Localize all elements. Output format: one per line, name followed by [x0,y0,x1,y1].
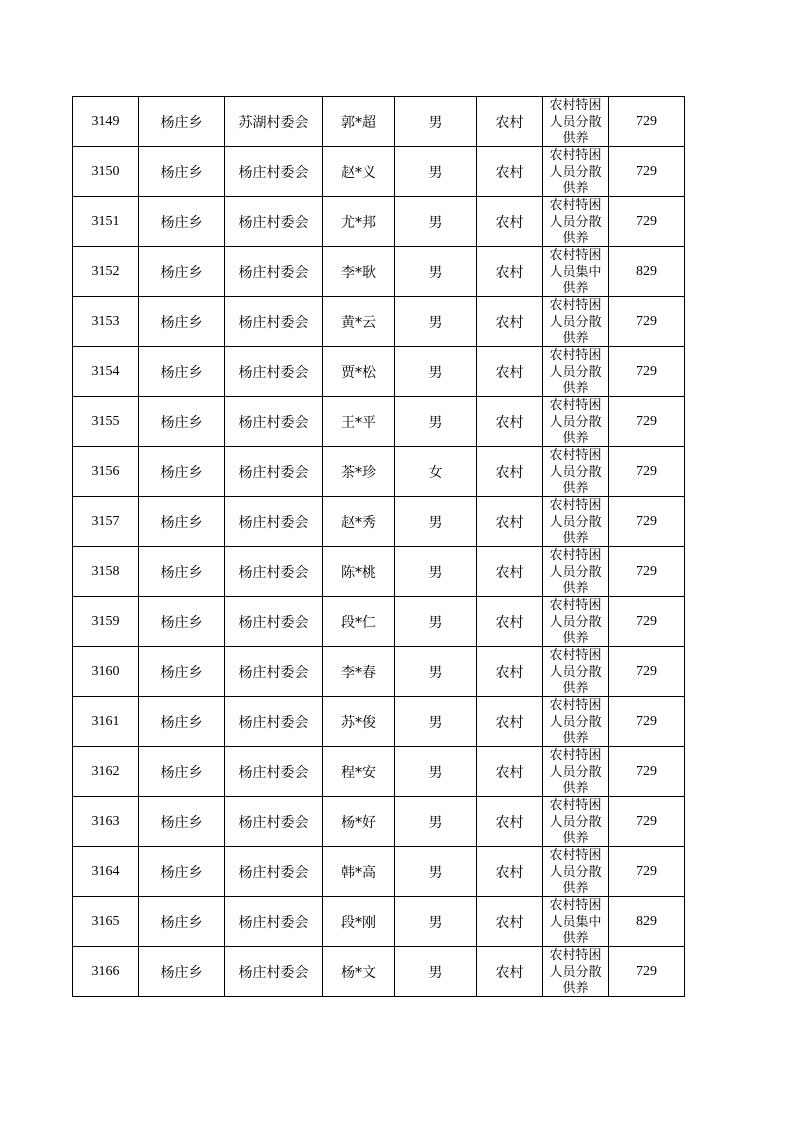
cell-person-name: 段*仁 [323,597,395,647]
support-category-text [543,498,608,545]
support-category-text [543,98,608,145]
table-row [73,147,685,197]
support-category-text [543,898,608,945]
support-category-line: 人员分散 [549,114,602,130]
table-row [73,597,685,647]
cell-township: 杨庄乡 [139,197,225,247]
cell-residence-type: 农村 [477,797,543,847]
support-category-line: 农村特困 [549,948,602,963]
cell-support-category [543,97,609,147]
cell-village-committee: 杨庄村委会 [225,147,323,197]
cell-residence-type: 农村 [477,97,543,147]
cell-amount: 729 [609,297,685,347]
table-row [73,897,685,947]
table-row [73,497,685,547]
cell-township: 杨庄乡 [139,97,225,147]
cell-gender: 男 [395,97,477,147]
cell-support-category [543,797,609,847]
cell-gender: 男 [395,247,477,297]
support-category-line: 人员分散 [549,714,602,730]
support-category-line: 供养 [562,631,589,645]
support-category-line: 农村特困 [549,898,602,913]
cell-amount: 729 [609,497,685,547]
support-category-line: 人员分散 [549,614,602,630]
cell-gender: 男 [395,347,477,397]
support-category-line: 农村特困 [549,248,602,263]
support-category-line: 农村特困 [549,498,602,513]
cell-village-committee: 杨庄村委会 [225,797,323,847]
support-category-text [543,698,608,745]
cell-support-category [543,647,609,697]
cell-amount: 729 [609,97,685,147]
cell-support-category [543,147,609,197]
cell-person-name: 李*耿 [323,247,395,297]
support-category-line: 供养 [562,981,589,995]
cell-residence-type: 农村 [477,697,543,747]
cell-serial-number: 3158 [73,547,139,597]
table-row [73,547,685,597]
cell-township: 杨庄乡 [139,947,225,997]
support-category-line: 供养 [562,531,589,545]
support-category-text [543,298,608,345]
cell-serial-number: 3164 [73,847,139,897]
cell-township: 杨庄乡 [139,497,225,547]
cell-gender: 男 [395,597,477,647]
beneficiary-table [72,96,685,997]
support-category-line: 供养 [562,181,589,195]
cell-village-committee: 杨庄村委会 [225,497,323,547]
support-category-text [543,798,608,845]
cell-amount: 729 [609,797,685,847]
cell-residence-type: 农村 [477,197,543,247]
cell-person-name: 黄*云 [323,297,395,347]
cell-person-name: 赵*义 [323,147,395,197]
cell-residence-type: 农村 [477,747,543,797]
cell-residence-type: 农村 [477,447,543,497]
cell-residence-type: 农村 [477,247,543,297]
cell-amount: 729 [609,147,685,197]
cell-village-committee: 杨庄村委会 [225,197,323,247]
cell-support-category [543,447,609,497]
support-category-line: 供养 [562,331,589,345]
support-category-text [543,548,608,595]
cell-gender: 男 [395,647,477,697]
table-row [73,247,685,297]
support-category-line: 供养 [562,131,589,145]
support-category-line: 农村特困 [549,848,602,863]
table-row [73,97,685,147]
support-category-line: 人员分散 [549,314,602,330]
cell-township: 杨庄乡 [139,847,225,897]
support-category-line: 供养 [562,281,589,295]
table-row [73,197,685,247]
support-category-line: 人员分散 [549,664,602,680]
table-row [73,847,685,897]
support-category-line: 农村特困 [549,798,602,813]
cell-support-category [543,947,609,997]
support-category-line: 农村特困 [549,698,602,713]
cell-residence-type: 农村 [477,947,543,997]
support-category-line: 农村特困 [549,348,602,363]
cell-person-name: 段*刚 [323,897,395,947]
cell-gender: 男 [395,947,477,997]
cell-support-category [543,547,609,597]
cell-person-name: 苏*俊 [323,697,395,747]
cell-township: 杨庄乡 [139,247,225,297]
support-category-line: 人员分散 [549,214,602,230]
cell-serial-number: 3165 [73,897,139,947]
support-category-line: 农村特困 [549,548,602,563]
support-category-line: 农村特困 [549,298,602,313]
cell-residence-type: 农村 [477,597,543,647]
cell-support-category [543,747,609,797]
cell-support-category [543,347,609,397]
cell-serial-number: 3154 [73,347,139,397]
table-row [73,297,685,347]
cell-person-name: 王*平 [323,397,395,447]
support-category-text [543,748,608,795]
support-category-text [543,648,608,695]
support-category-line: 农村特困 [549,398,602,413]
support-category-line: 人员分散 [549,814,602,830]
cell-residence-type: 农村 [477,497,543,547]
cell-amount: 729 [609,597,685,647]
cell-township: 杨庄乡 [139,297,225,347]
support-category-line: 农村特困 [549,448,602,463]
table-row [73,647,685,697]
support-category-line: 人员集中 [549,914,602,930]
support-category-line: 人员分散 [549,564,602,580]
table-row [73,747,685,797]
support-category-text [543,448,608,495]
support-category-line: 人员分散 [549,764,602,780]
support-category-text [543,598,608,645]
table-row [73,697,685,747]
cell-residence-type: 农村 [477,547,543,597]
cell-township: 杨庄乡 [139,897,225,947]
cell-serial-number: 3161 [73,697,139,747]
cell-township: 杨庄乡 [139,147,225,197]
cell-support-category [543,247,609,297]
cell-village-committee: 杨庄村委会 [225,697,323,747]
support-category-line: 农村特困 [549,648,602,663]
support-category-text [543,948,608,995]
cell-village-committee: 杨庄村委会 [225,647,323,697]
support-category-line: 供养 [562,931,589,945]
support-category-line: 人员分散 [549,464,602,480]
support-category-line: 供养 [562,781,589,795]
support-category-line: 供养 [562,881,589,895]
cell-person-name: 贾*松 [323,347,395,397]
cell-gender: 女 [395,447,477,497]
cell-serial-number: 3153 [73,297,139,347]
cell-serial-number: 3152 [73,247,139,297]
cell-township: 杨庄乡 [139,797,225,847]
cell-village-committee: 杨庄村委会 [225,297,323,347]
support-category-line: 农村特困 [549,148,602,163]
support-category-line: 供养 [562,381,589,395]
support-category-line: 供养 [562,481,589,495]
cell-serial-number: 3163 [73,797,139,847]
support-category-line: 人员分散 [549,364,602,380]
support-category-line: 供养 [562,831,589,845]
cell-person-name: 韩*高 [323,847,395,897]
support-category-text [543,248,608,295]
table-row [73,347,685,397]
cell-amount: 829 [609,247,685,297]
cell-support-category [543,297,609,347]
cell-person-name: 杨*文 [323,947,395,997]
cell-gender: 男 [395,497,477,547]
support-category-line: 人员分散 [549,414,602,430]
cell-amount: 729 [609,947,685,997]
table-row [73,947,685,997]
cell-support-category [543,397,609,447]
cell-gender: 男 [395,147,477,197]
cell-person-name: 赵*秀 [323,497,395,547]
cell-village-committee: 杨庄村委会 [225,747,323,797]
cell-amount: 729 [609,747,685,797]
cell-support-category [543,497,609,547]
cell-gender: 男 [395,897,477,947]
cell-amount: 829 [609,897,685,947]
cell-support-category [543,597,609,647]
cell-serial-number: 3166 [73,947,139,997]
cell-gender: 男 [395,747,477,797]
cell-person-name: 陈*桃 [323,547,395,597]
cell-person-name: 郭*超 [323,97,395,147]
cell-residence-type: 农村 [477,897,543,947]
cell-residence-type: 农村 [477,297,543,347]
cell-township: 杨庄乡 [139,597,225,647]
support-category-line: 人员分散 [549,514,602,530]
cell-serial-number: 3157 [73,497,139,547]
support-category-line: 农村特困 [549,748,602,763]
cell-serial-number: 3151 [73,197,139,247]
cell-person-name: 尤*邦 [323,197,395,247]
support-category-line: 农村特困 [549,198,602,213]
cell-serial-number: 3156 [73,447,139,497]
cell-support-category [543,197,609,247]
cell-gender: 男 [395,297,477,347]
cell-gender: 男 [395,797,477,847]
support-category-line: 人员分散 [549,864,602,880]
cell-township: 杨庄乡 [139,747,225,797]
support-category-line: 人员分散 [549,964,602,980]
cell-residence-type: 农村 [477,397,543,447]
cell-serial-number: 3150 [73,147,139,197]
cell-serial-number: 3162 [73,747,139,797]
support-category-line: 供养 [562,231,589,245]
cell-village-committee: 杨庄村委会 [225,897,323,947]
cell-village-committee: 苏湖村委会 [225,97,323,147]
cell-village-committee: 杨庄村委会 [225,547,323,597]
cell-serial-number: 3160 [73,647,139,697]
cell-residence-type: 农村 [477,347,543,397]
cell-gender: 男 [395,847,477,897]
cell-support-category [543,897,609,947]
cell-village-committee: 杨庄村委会 [225,247,323,297]
cell-gender: 男 [395,397,477,447]
support-category-text [543,348,608,395]
cell-township: 杨庄乡 [139,547,225,597]
table-row [73,397,685,447]
cell-amount: 729 [609,347,685,397]
cell-township: 杨庄乡 [139,647,225,697]
cell-village-committee: 杨庄村委会 [225,597,323,647]
cell-township: 杨庄乡 [139,347,225,397]
cell-person-name: 程*安 [323,747,395,797]
cell-person-name: 杨*好 [323,797,395,847]
support-category-line: 农村特困 [549,598,602,613]
support-category-text [543,398,608,445]
cell-serial-number: 3149 [73,97,139,147]
table-row [73,447,685,497]
cell-support-category [543,847,609,897]
support-category-line: 供养 [562,731,589,745]
cell-gender: 男 [395,697,477,747]
cell-amount: 729 [609,647,685,697]
cell-township: 杨庄乡 [139,447,225,497]
cell-serial-number: 3159 [73,597,139,647]
support-category-line: 人员分散 [549,164,602,180]
cell-amount: 729 [609,547,685,597]
cell-village-committee: 杨庄村委会 [225,947,323,997]
table-row [73,797,685,847]
support-category-text [543,848,608,895]
cell-township: 杨庄乡 [139,397,225,447]
cell-person-name: 茶*珍 [323,447,395,497]
support-category-text [543,198,608,245]
support-category-line: 供养 [562,431,589,445]
cell-village-committee: 杨庄村委会 [225,397,323,447]
cell-amount: 729 [609,197,685,247]
table-body [73,97,685,997]
support-category-text [543,148,608,195]
cell-person-name: 李*春 [323,647,395,697]
cell-village-committee: 杨庄村委会 [225,347,323,397]
cell-gender: 男 [395,547,477,597]
cell-amount: 729 [609,847,685,897]
support-category-line: 供养 [562,681,589,695]
cell-amount: 729 [609,447,685,497]
cell-support-category [543,697,609,747]
cell-gender: 男 [395,197,477,247]
support-category-line: 农村特困 [549,98,602,113]
cell-township: 杨庄乡 [139,697,225,747]
cell-serial-number: 3155 [73,397,139,447]
cell-amount: 729 [609,397,685,447]
cell-village-committee: 杨庄村委会 [225,847,323,897]
cell-residence-type: 农村 [477,647,543,697]
cell-amount: 729 [609,697,685,747]
cell-residence-type: 农村 [477,847,543,897]
cell-residence-type: 农村 [477,147,543,197]
support-category-line: 人员集中 [549,264,602,280]
cell-village-committee: 杨庄村委会 [225,447,323,497]
support-category-line: 供养 [562,581,589,595]
